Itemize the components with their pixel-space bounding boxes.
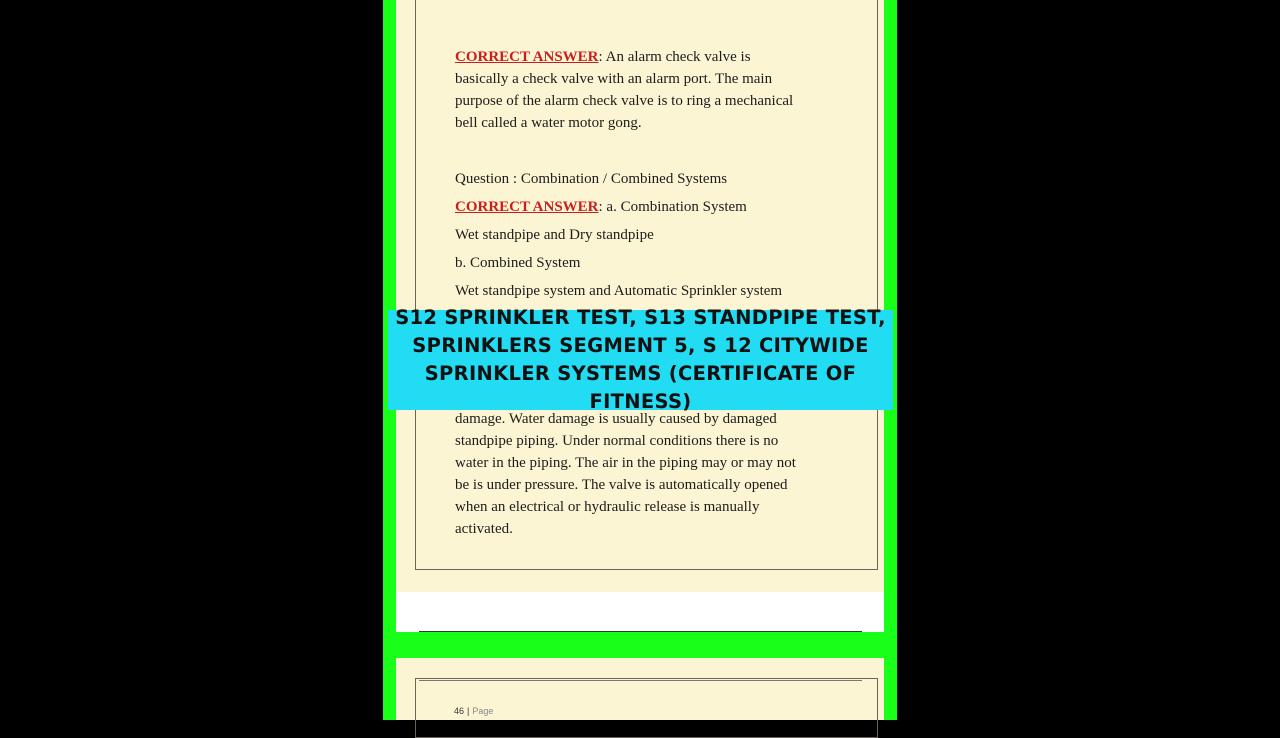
answer-block-1 <box>455 46 845 134</box>
page-bottom-margin <box>396 592 884 632</box>
question-block-2 <box>455 168 845 302</box>
next-page <box>396 658 884 720</box>
paragraph-line: activated. <box>455 521 513 537</box>
paragraph-line: standpipe piping. Under normal conditions there is no <box>455 433 779 449</box>
question-text: Question : Combination / Combined Systems <box>455 171 728 187</box>
answer-line: basically a check valve with an alarm port. The main <box>455 71 773 87</box>
answer-text: : a. Combination System <box>598 199 747 215</box>
banner-line: SPRINKLERS SEGMENT 5, S 12 CITYWIDE <box>412 334 869 357</box>
paragraph-block-3 <box>455 408 845 540</box>
page-divider <box>419 631 862 632</box>
correct-answer-label: CORRECT ANSWER <box>455 199 599 215</box>
paragraph-line: be is under pressure. The valve is automatically opened <box>455 477 788 493</box>
banner-line: SPRINKLER SYSTEMS (CERTIFICATE OF FITNESS) <box>424 362 857 413</box>
footer-separator: | <box>467 706 470 716</box>
page-footer <box>454 706 493 716</box>
answer-line: Wet standpipe system and Automatic Sprinkler system <box>455 283 783 299</box>
answer-text: : An alarm check valve is <box>598 49 751 65</box>
paragraph-line: when an electrical or hydraulic release is manually <box>455 499 760 515</box>
footer-rule <box>419 680 862 681</box>
answer-line: bell called a water motor gong. <box>455 115 642 131</box>
page-number: 46 <box>454 706 465 716</box>
answer-line <box>455 196 845 218</box>
correct-answer-label: CORRECT ANSWER <box>455 49 599 65</box>
paragraph-line: water in the piping. The air in the piping may or may not <box>455 455 796 471</box>
answer-line <box>455 46 845 68</box>
answer-line: b. Combined System <box>455 255 581 271</box>
title-banner <box>388 306 893 413</box>
page-label: Page <box>472 706 494 716</box>
banner-line: S12 SPRINKLER TEST, S13 STANDPIPE TEST, <box>395 306 886 329</box>
answer-line: purpose of the alarm check valve is to ring a mechanical <box>455 93 794 109</box>
paragraph-line: damage. Water damage is usually caused by damaged <box>455 411 777 427</box>
answer-line: Wet standpipe and Dry standpipe <box>455 227 654 243</box>
banner-text <box>394 304 887 416</box>
